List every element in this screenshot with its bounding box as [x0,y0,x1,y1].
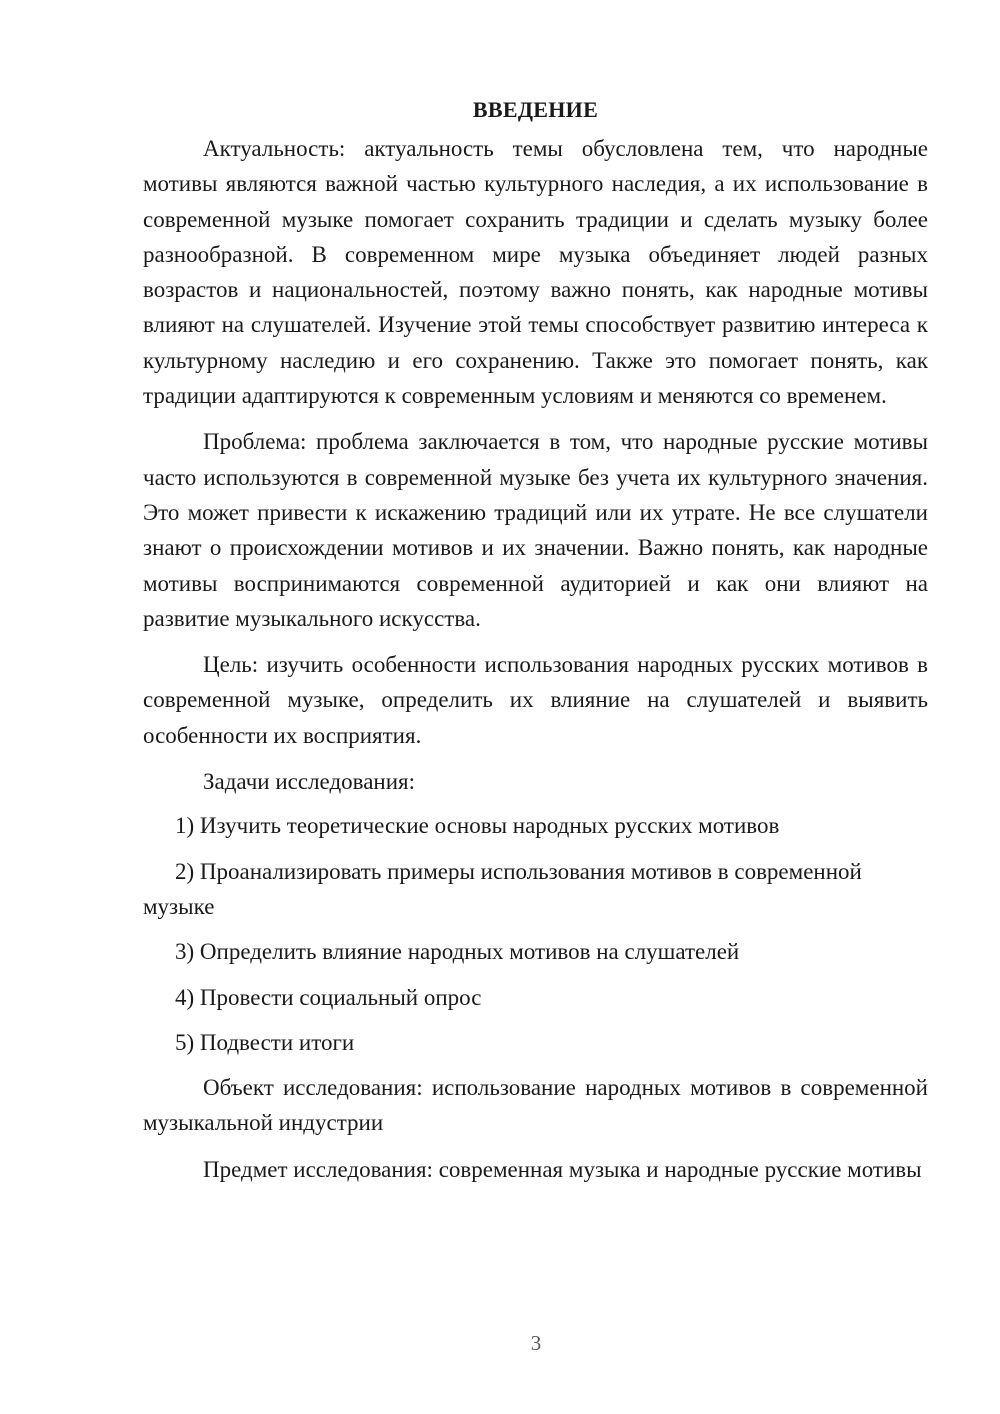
task-item-3: 3) Определить влияние народных мотивов на слушателей [175,939,740,965]
task-item-2: 2) Проанализировать примеры использования мотивов в современной музыке [143,858,862,919]
section-title: ВВЕДЕНИЕ [472,97,599,122]
relevance-paragraph: Актуальность: актуальность темы обусловлена тем, что народные мотивы являются важной частью культурного наследия, а их использование в современной музыке помогает сохранить традиции и сделать музыку более разнообразной. В современном мире музыка объединяет людей разных возрастов и национальностей, поэтому важно понять, как народные мотивы влияют на слушателей. Изучение этой темы способствует развитию интереса к культурному наследию и его сохранению. Также это помогает понять, как традиции адаптируются к современным условиям и меняются со временем. [143,136,928,409]
task-item-5: 5) Подвести итоги [175,1029,355,1055]
object-paragraph: Объект исследования: использование народных мотивов в современной музыкальной индустрии [143,1075,928,1136]
task-item-4: 4) Провести социальный опрос [175,984,482,1010]
goal-paragraph: Цель: изучить особенности использования народных русских мотивов в современной музыке, определить их влияние на слушателей и выявить особенности их восприятия. [143,652,928,748]
task-item-1: 1) Изучить теоретические основы народных русских мотивов [175,813,780,839]
page-content [143,95,928,1198]
tasks-heading: Задачи исследования: [203,769,416,795]
subject-paragraph: Предмет исследования: современная музыка и народные русские мотивы [203,1156,922,1182]
problem-paragraph: Проблема: проблема заключается в том, что народные русские мотивы часто используются в современной музыке без учета их культурного значения. Это может привести к искажению традиций или их утрате. Не все слушатели знают о происхождении мотивов и их значении. Важно понять, как народные мотивы воспринимаются современной аудиторией и как они влияют на развитие музыкального искусства. [143,429,928,631]
page-number: 3 [530,1331,542,1355]
